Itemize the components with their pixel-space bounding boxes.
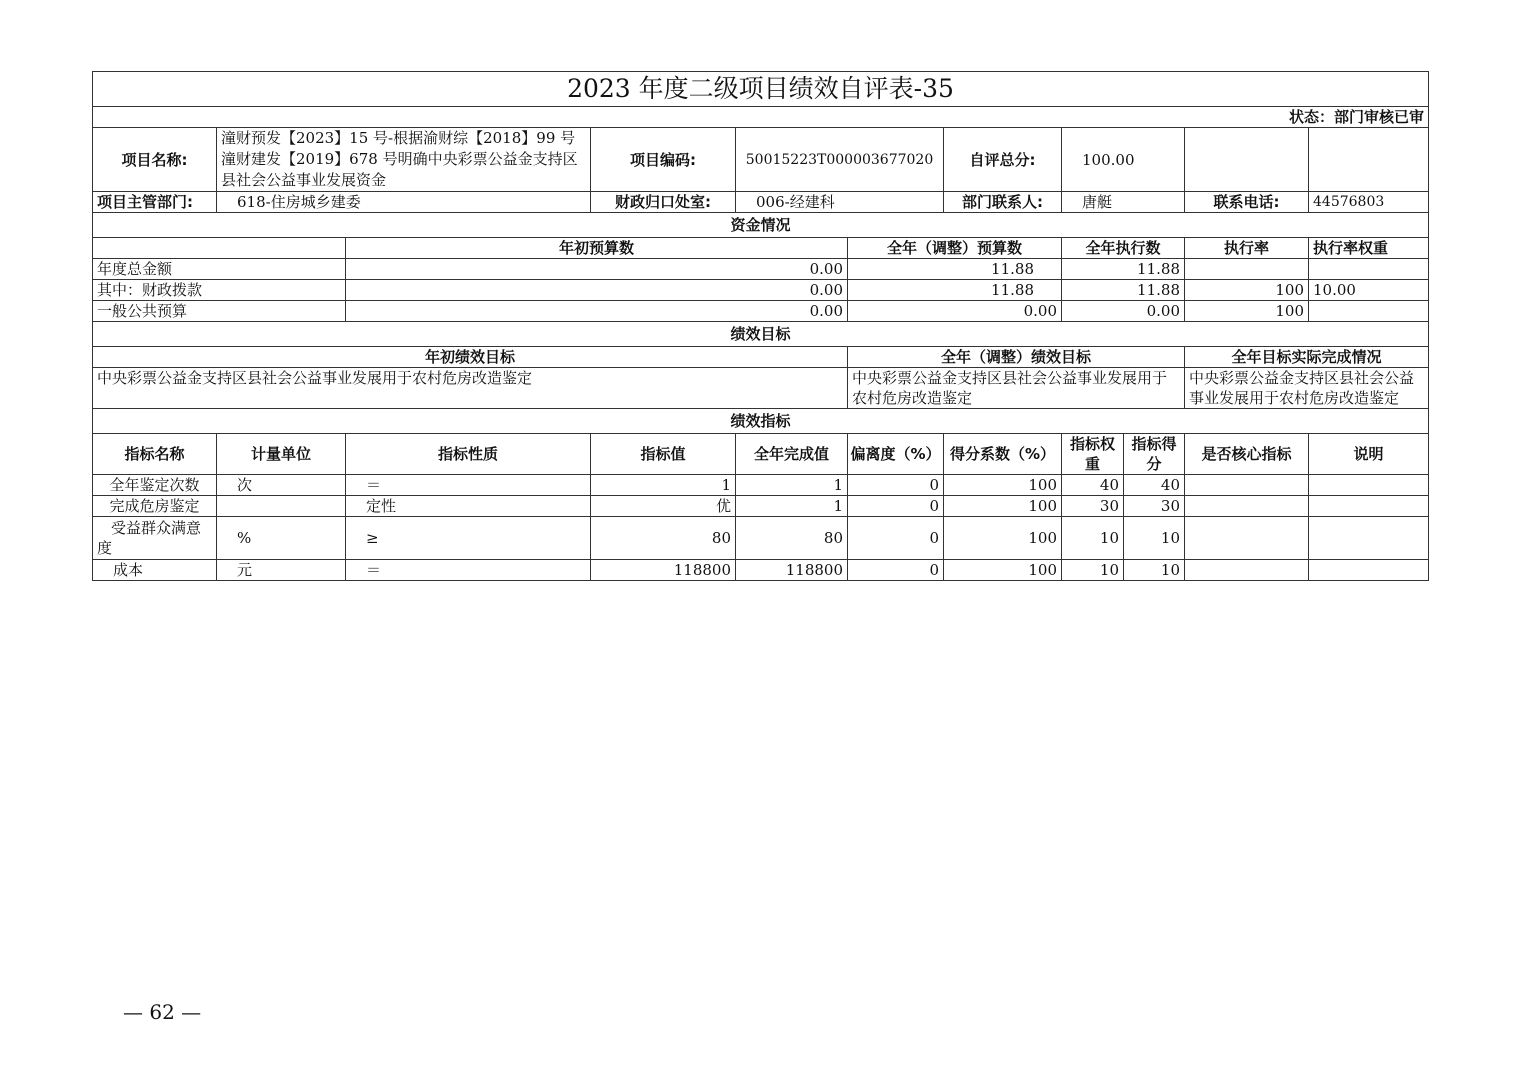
funds-row: [93, 301, 1429, 322]
goal-initial: 中央彩票公益金支持区县社会公益事业发展用于农村危房改造鉴定: [93, 368, 848, 409]
indicator-deviation: 0: [848, 560, 944, 581]
finance-value: 006-经建科: [736, 192, 944, 213]
indicator-weight: 30: [1062, 496, 1124, 517]
funds-rate: [1185, 259, 1309, 280]
indicator-nature: ＝: [346, 560, 591, 581]
indicator-score: 10: [1124, 560, 1185, 581]
indicator-row: [93, 475, 1429, 496]
indicator-header: 指标值: [591, 434, 736, 475]
indicator-note: [1309, 560, 1429, 581]
indicators-header-row: [93, 434, 1429, 475]
phone-value: 44576803: [1309, 192, 1429, 213]
goal-actual: 中央彩票公益金支持区县社会公益事业发展用于农村危房改造鉴定: [1185, 368, 1429, 409]
indicator-header: 得分系数（%）: [944, 434, 1062, 475]
indicator-header: 计量单位: [217, 434, 346, 475]
funds-header: 年初预算数: [346, 238, 848, 259]
funds-header: 执行率权重: [1309, 238, 1429, 259]
funds-header-blank: [93, 238, 346, 259]
funds-initial: 0.00: [346, 280, 848, 301]
indicator-core: [1185, 560, 1309, 581]
goals-row: [93, 368, 1429, 409]
indicator-weight: 40: [1062, 475, 1124, 496]
funds-adjusted: 11.88: [848, 280, 1062, 301]
indicator-row: [93, 560, 1429, 581]
indicator-value: 80: [591, 517, 736, 560]
indicator-nature: ＝: [346, 475, 591, 496]
indicator-coefficient: 100: [944, 496, 1062, 517]
goals-header-row: [93, 347, 1429, 368]
funds-weight: [1309, 259, 1429, 280]
indicator-header: 是否核心指标: [1185, 434, 1309, 475]
funds-header: 执行率: [1185, 238, 1309, 259]
funds-section-title: 资金情况: [93, 213, 1429, 238]
project-name-value: 潼财预发【2023】15 号-根据渝财综【2018】99 号潼财建发【2019】678 号明确中央彩票公益金支持区县社会公益事业发展资金: [217, 128, 591, 192]
indicator-done: 80: [736, 517, 848, 560]
indicator-weight: 10: [1062, 560, 1124, 581]
indicator-coefficient: 100: [944, 560, 1062, 581]
funds-row-name: 一般公共预算: [93, 301, 346, 322]
indicator-deviation: 0: [848, 475, 944, 496]
dept-label: 项目主管部门:: [93, 192, 217, 213]
goal-adjusted: 中央彩票公益金支持区县社会公益事业发展用于农村危房改造鉴定: [848, 368, 1185, 409]
indicator-header: 偏离度（%）: [848, 434, 944, 475]
dept-value: 618-住房城乡建委: [217, 192, 591, 213]
indicator-done: 1: [736, 475, 848, 496]
funds-row: [93, 259, 1429, 280]
funds-initial: 0.00: [346, 259, 848, 280]
indicator-row: [93, 496, 1429, 517]
funds-rate: 100: [1185, 280, 1309, 301]
score-value: 100.00: [1062, 128, 1185, 192]
indicator-score: 40: [1124, 475, 1185, 496]
indicator-header: 指标名称: [93, 434, 217, 475]
evaluation-table: [92, 71, 1429, 581]
indicator-header: 指标权重: [1062, 434, 1124, 475]
goals-header-actual: 全年目标实际完成情况: [1185, 347, 1429, 368]
indicator-nature: ≥: [346, 517, 591, 560]
funds-executed: 11.88: [1062, 259, 1185, 280]
indicator-done: 118800: [736, 560, 848, 581]
contact-label: 部门联系人:: [944, 192, 1062, 213]
indicator-value: 118800: [591, 560, 736, 581]
funds-weight: [1309, 301, 1429, 322]
indicator-core: [1185, 496, 1309, 517]
indicator-unit: %: [217, 517, 346, 560]
funds-header-row: [93, 238, 1429, 259]
indicator-done: 1: [736, 496, 848, 517]
indicator-header: 指标性质: [346, 434, 591, 475]
page-number: — 62 —: [123, 1000, 202, 1024]
funds-executed: 0.00: [1062, 301, 1185, 322]
indicator-score: 10: [1124, 517, 1185, 560]
score-label: 自评总分:: [944, 128, 1062, 192]
funds-row-name: 其中：财政拨款: [93, 280, 346, 301]
funds-adjusted: 0.00: [848, 301, 1062, 322]
status-row: [93, 107, 1429, 128]
indicator-nature: 定性: [346, 496, 591, 517]
goals-section-title: 绩效目标: [93, 322, 1429, 347]
title-row: [93, 72, 1429, 107]
project-info-row: [93, 128, 1429, 192]
project-name-label: 项目名称:: [93, 128, 217, 192]
indicator-coefficient: 100: [944, 475, 1062, 496]
indicator-unit: 元: [217, 560, 346, 581]
goals-header-initial: 年初绩效目标: [93, 347, 848, 368]
indicator-weight: 10: [1062, 517, 1124, 560]
indicator-coefficient: 100: [944, 517, 1062, 560]
page-title: 2023 年度二级项目绩效自评表-35: [93, 72, 1429, 107]
funds-rate: 100: [1185, 301, 1309, 322]
funds-executed: 11.88: [1062, 280, 1185, 301]
indicator-row: [93, 517, 1429, 560]
funds-adjusted: 11.88: [848, 259, 1062, 280]
indicator-header: 指标得分: [1124, 434, 1185, 475]
indicator-note: [1309, 475, 1429, 496]
indicator-core: [1185, 517, 1309, 560]
empty-cell: [1309, 128, 1429, 192]
indicator-header: 说明: [1309, 434, 1429, 475]
phone-label: 联系电话:: [1185, 192, 1309, 213]
indicator-name: 受益群众满意度: [93, 517, 217, 560]
indicator-deviation: 0: [848, 496, 944, 517]
indicator-score: 30: [1124, 496, 1185, 517]
indicator-header: 全年完成值: [736, 434, 848, 475]
indicator-note: [1309, 496, 1429, 517]
indicator-deviation: 0: [848, 517, 944, 560]
funds-row-name: 年度总金额: [93, 259, 346, 280]
indicator-value: 1: [591, 475, 736, 496]
indicator-core: [1185, 475, 1309, 496]
status-text: 状态：部门审核已审: [93, 107, 1429, 128]
dept-row: [93, 192, 1429, 213]
project-code-value: 50015223T000003677020: [736, 128, 944, 192]
funds-row: [93, 280, 1429, 301]
indicator-note: [1309, 517, 1429, 560]
funds-section-row: [93, 213, 1429, 238]
finance-label: 财政归口处室:: [591, 192, 736, 213]
funds-header: 全年（调整）预算数: [848, 238, 1062, 259]
indicators-section-title: 绩效指标: [93, 409, 1429, 434]
goals-section-row: [93, 322, 1429, 347]
indicator-name: 全年鉴定次数: [93, 475, 217, 496]
indicator-name: 完成危房鉴定: [93, 496, 217, 517]
indicator-name: 成本: [93, 560, 217, 581]
funds-initial: 0.00: [346, 301, 848, 322]
indicators-section-row: [93, 409, 1429, 434]
indicator-unit: [217, 496, 346, 517]
funds-header: 全年执行数: [1062, 238, 1185, 259]
funds-weight: 10.00: [1309, 280, 1429, 301]
contact-value: 唐艇: [1062, 192, 1185, 213]
empty-cell: [1185, 128, 1309, 192]
indicator-value: 优: [591, 496, 736, 517]
indicator-unit: 次: [217, 475, 346, 496]
goals-header-adjusted: 全年（调整）绩效目标: [848, 347, 1185, 368]
project-code-label: 项目编码:: [591, 128, 736, 192]
